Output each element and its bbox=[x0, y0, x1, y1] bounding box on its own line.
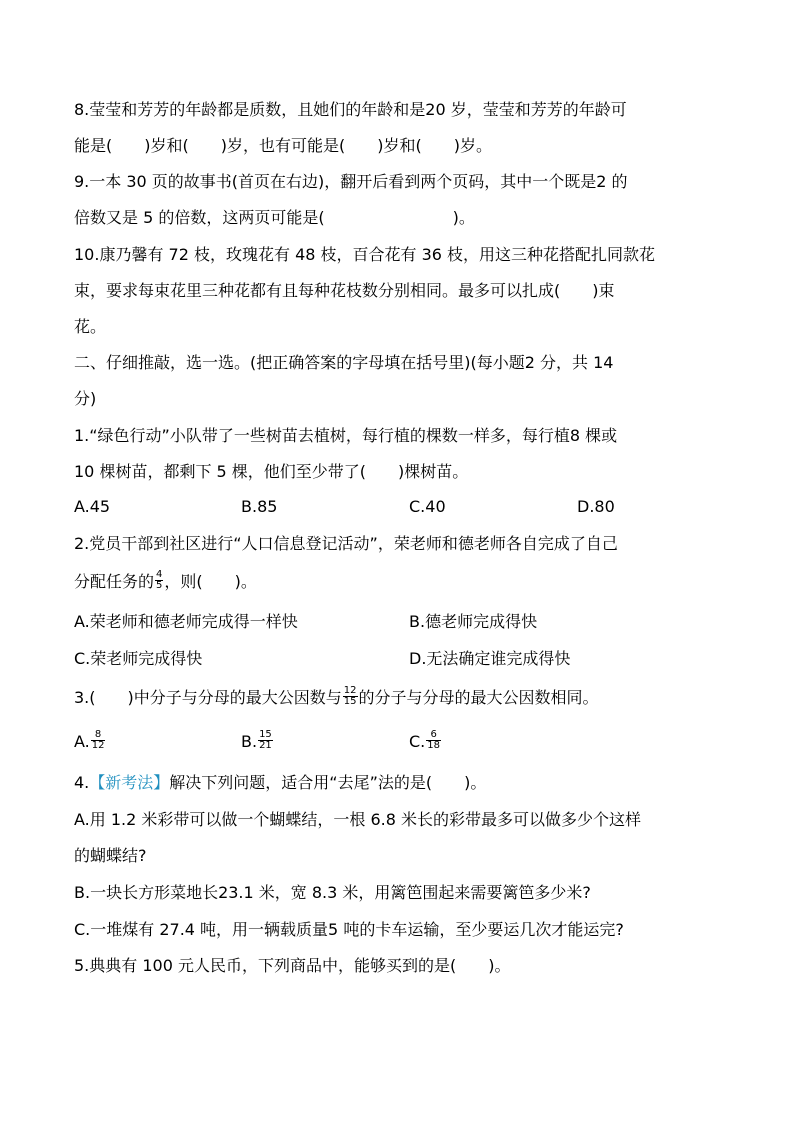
mc-q4-text: 解决下列问题，适合用“去尾”法的是( )。 bbox=[169, 773, 487, 792]
mc-q2-option-b: B.德老师完成得快 bbox=[409, 612, 538, 631]
mc-q4-option-c: C.一堆煤有 27.4 吨，用一辆载质量5 吨的卡车运输，至少要运几次才能运完? bbox=[74, 920, 624, 939]
fraction-denominator: 15 bbox=[343, 696, 357, 707]
mc-q4-option-a-line2: 的蝴蝶结? bbox=[74, 846, 147, 865]
option-label: A. bbox=[74, 732, 90, 751]
mc-q1-option-a: A.45 bbox=[74, 497, 111, 516]
mc-q2-line2 bbox=[74, 569, 257, 593]
mc-q1-option-d: D.80 bbox=[577, 497, 615, 516]
new-method-tag: 【新考法】 bbox=[89, 773, 170, 792]
q9-line2: 倍数又是 5 的倍数，这两页可能是( )。 bbox=[74, 208, 475, 227]
mc-q3-fraction bbox=[343, 686, 358, 707]
fraction-numerator: 6 bbox=[426, 730, 441, 741]
fraction-numerator: 4 bbox=[156, 569, 163, 580]
mc-q4-prefix: 4. bbox=[74, 773, 90, 792]
fraction-numerator: 12 bbox=[343, 685, 357, 696]
mc-q3-line bbox=[74, 685, 599, 709]
option-fraction bbox=[91, 730, 106, 751]
mc-q3-before: 3.( )中分子与分母的最大公因数与 bbox=[74, 688, 342, 707]
fraction-denominator: 18 bbox=[427, 740, 440, 751]
mc-q3-after: 的分子与分母的最大公因数相同。 bbox=[358, 688, 599, 707]
option-fraction bbox=[258, 730, 273, 751]
q8-line2: 能是( )岁和( )岁，也有可能是( )岁和( )岁。 bbox=[74, 136, 492, 155]
fraction-denominator: 5 bbox=[156, 580, 163, 591]
option-fraction bbox=[426, 730, 441, 751]
option-label: B. bbox=[241, 732, 258, 751]
mc-q1-option-c: C.40 bbox=[409, 497, 446, 516]
fraction-numerator: 15 bbox=[259, 729, 272, 740]
q10-line1: 10.康乃馨有 72 枝，玫瑰花有 48 枝，百合花有 36 枝，用这三种花搭配扎同款花 bbox=[74, 245, 656, 264]
mc-q4-option-a-line1: A.用 1.2 米彩带可以做一个蝴蝶结，一根 6.8 米长的彩带最多可以做多少个这样 bbox=[74, 810, 641, 829]
mc-q2-line2-after: ，则( )。 bbox=[164, 572, 257, 591]
mc-q2-line1: 2.党员干部到社区进行“人口信息登记活动”，荣老师和德老师各自完成了自己 bbox=[74, 534, 618, 553]
mc-q2-option-a: A.荣老师和德老师完成得一样快 bbox=[74, 612, 298, 631]
mc-q4-stem bbox=[74, 773, 486, 793]
mc-q2-option-c: C.荣老师完成得快 bbox=[74, 649, 203, 668]
mc-q1-line2: 10 棵树苗，都剩下 5 棵，他们至少带了( )棵树苗。 bbox=[74, 462, 469, 481]
mc-q2-fraction bbox=[155, 570, 163, 591]
q10-line3: 花。 bbox=[74, 317, 107, 336]
mc-q3-option-b bbox=[241, 729, 274, 753]
mc-q3-option-a bbox=[74, 729, 106, 753]
section2-heading-line2: 分) bbox=[74, 389, 97, 408]
mc-q1-line1: 1.“绿色行动”小队带了一些树苗去植树，每行植的棵数一样多，每行植8 棵或 bbox=[74, 426, 618, 445]
fraction-denominator: 21 bbox=[259, 740, 272, 751]
mc-q3-option-c bbox=[409, 729, 442, 753]
q9-line1: 9.一本 30 页的故事书(首页在右边)，翻开后看到两个页码，其中一个既是2 的 bbox=[74, 172, 628, 191]
q8-line1: 8.莹莹和芳芳的年龄都是质数，且她们的年龄和是20 岁，莹莹和芳芳的年龄可 bbox=[74, 100, 627, 119]
mc-q1-option-b: B.85 bbox=[241, 497, 278, 516]
option-label: C. bbox=[409, 732, 426, 751]
q10-line2: 束，要求每束花里三种花都有且每种花枝数分别相同。最多可以扎成( )束 bbox=[74, 281, 615, 300]
mc-q2-option-d: D.无法确定谁完成得快 bbox=[409, 649, 571, 668]
section2-heading-line1: 二、仔细推敲，选一选。(把正确答案的字母填在括号里)(每小题2 分，共 14 bbox=[74, 353, 614, 372]
fraction-denominator: 12 bbox=[91, 740, 105, 751]
fraction-numerator: 8 bbox=[91, 730, 106, 741]
mc-q2-line2-before: 分配任务的 bbox=[74, 572, 155, 591]
mc-q4-option-b: B.一块长方形菜地长23.1 米，宽 8.3 米，用篱笆围起来需要篱笆多少米? bbox=[74, 883, 591, 902]
mc-q5-stem: 5.典典有 100 元人民币，下列商品中，能够买到的是( )。 bbox=[74, 956, 511, 975]
